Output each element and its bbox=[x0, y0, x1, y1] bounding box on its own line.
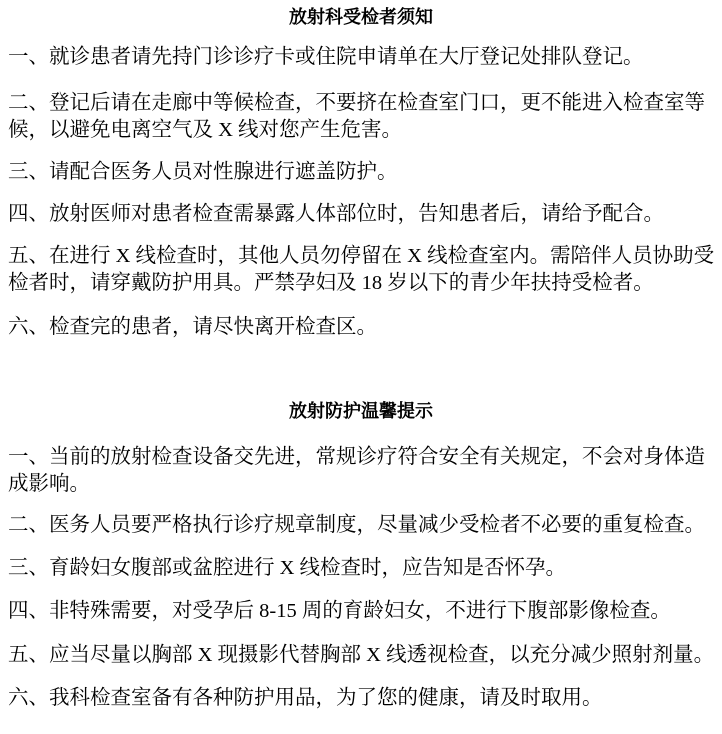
text-line: 六、检查完的患者，请尽快离开检查区。 bbox=[8, 316, 377, 338]
notice-item-6 bbox=[8, 314, 722, 341]
text-line: 五、在进行 X 线检查时，其他人员勿停留在 X 线检查室内。需陪伴人员协助受 bbox=[8, 245, 715, 267]
notice-item-4 bbox=[8, 201, 722, 228]
text-line: 五、应当尽量以胸部 X 现摄影代替胸部 X 线透视检查，以充分减少照射剂量。 bbox=[8, 644, 715, 666]
text-line: 四、非特殊需要，对受孕后 8-15 周的育龄妇女，不进行下腹部影像检查。 bbox=[8, 600, 671, 622]
text-line: 候，以避免电离空气及 X 线对您产生危害。 bbox=[8, 119, 403, 141]
tip-item-4 bbox=[8, 598, 722, 625]
tip-item-6 bbox=[8, 685, 722, 712]
notice-item-1 bbox=[8, 44, 722, 71]
text-line: 检者时，请穿戴防护用具。严禁孕妇及 18 岁以下的青少年扶持受检者。 bbox=[8, 272, 654, 294]
tips-title: 放射防护温馨提示 bbox=[289, 401, 433, 421]
text-line: 二、登记后请在走廊中等候检查，不要挤在检查室门口，更不能进入检查室等 bbox=[8, 92, 705, 114]
tip-item-5 bbox=[8, 642, 722, 669]
notice-item-3 bbox=[8, 159, 722, 186]
text-line: 三、请配合医务人员对性腺进行遮盖防护。 bbox=[8, 161, 398, 183]
tip-item-3 bbox=[8, 555, 722, 582]
tip-item-1 bbox=[8, 444, 722, 498]
text-line: 三、育龄妇女腹部或盆腔进行 X 线检查时，应告知是否怀孕。 bbox=[8, 557, 567, 579]
text-line: 四、放射医师对患者检查需暴露人体部位时，告知患者后，请给予配合。 bbox=[8, 203, 664, 225]
text-line: 二、医务人员要严格执行诊疗规章制度，尽量减少受检者不必要的重复检查。 bbox=[8, 514, 705, 536]
text-line: 一、就诊患者请先持门诊诊疗卡或住院申请单在大厅登记处排队登记。 bbox=[8, 46, 644, 68]
notice-title: 放射科受检者须知 bbox=[289, 7, 433, 27]
tip-item-2 bbox=[8, 512, 722, 539]
text-line: 成影响。 bbox=[8, 473, 90, 495]
text-line: 一、当前的放射检查设备交先进，常规诊疗符合安全有关规定，不会对身体造 bbox=[8, 446, 705, 468]
text-line: 六、我科检查室备有各种防护用品，为了您的健康，请及时取用。 bbox=[8, 687, 603, 709]
notice-item-5 bbox=[8, 243, 722, 297]
notice-item-2 bbox=[8, 90, 722, 144]
